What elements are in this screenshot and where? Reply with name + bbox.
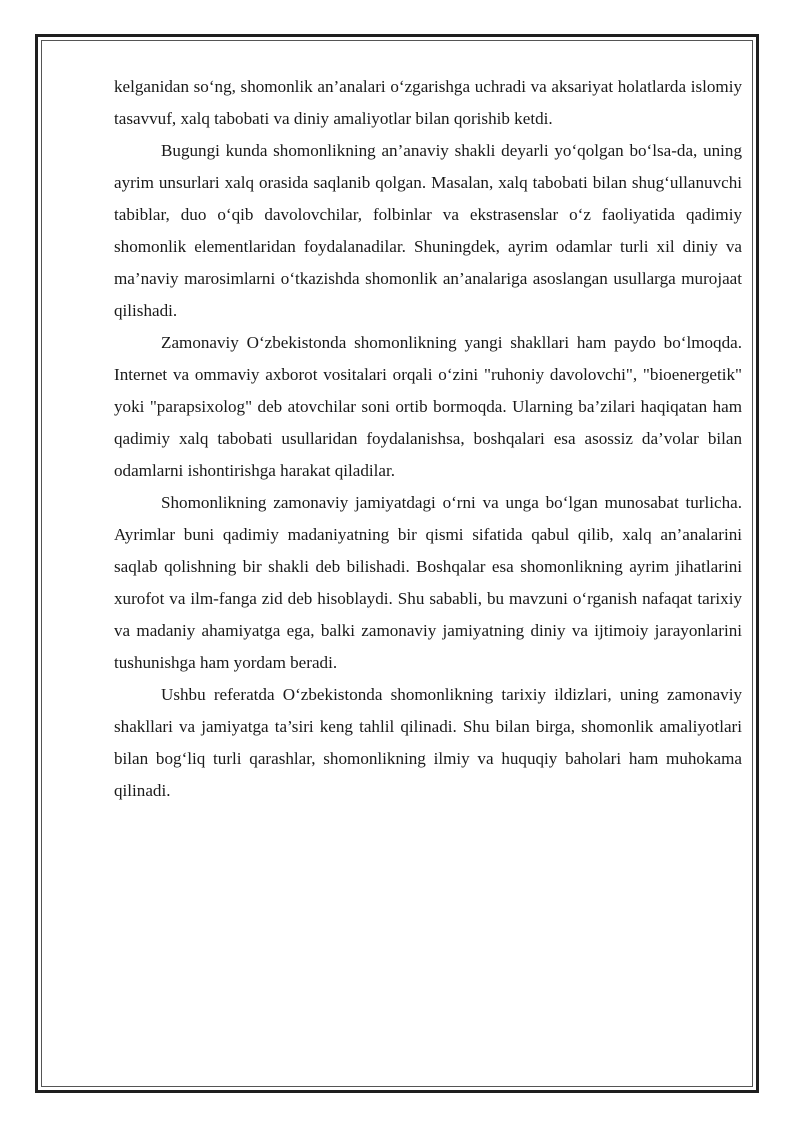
paragraph-continuation: kelganidan so‘ng, shomonlik an’analari o‘zgarishga uchradi va aksariyat holatlarda islomiy tasavvuf, xalq tabobati va diniy amaliyotlar bilan qorishib ketdi. — [114, 77, 742, 128]
paragraph: Zamonaviy O‘zbekistonda shomonlikning yangi shakllari ham paydo bo‘lmoqda. Internet va ommaviy axborot vositalari orqali o‘zini "ruhoniy davolovchi", "bioenergetik" yoki "parapsixolog" deb atovchilar soni ortib bormoqda. Ularning ba’zilari haqiqatan ham qadimiy xalq tabobati usullaridan foydalanishsa, boshqalari esa asossiz da’volar bilan odamlarni ishontirishga harakat qiladilar. — [114, 333, 742, 480]
document-body — [114, 71, 742, 807]
paragraph: Shomonlikning zamonaviy jamiyatdagi o‘rni va unga bo‘lgan munosabat turlicha. Ayrimlar buni qadimiy madaniyatning bir qismi sifatida qabul qilib, xalq an’analarini saqlab qolishning bir shakli deb bilishadi. Boshqalar esa shomonlikning ayrim jihatlarini xurofot va ilm-fanga zid deb hisoblaydi. Shu sababli, bu mavzuni o‘rganish nafaqat tarixiy va madaniy ahamiyatga ega, balki zamonaviy jamiyatning diniy va ijtimoiy jarayonlarini tushunishga ham yordam beradi. — [114, 493, 742, 672]
paragraph: Ushbu referatda O‘zbekistonda shomonlikning tarixiy ildizlari, uning zamonaviy shakllari va jamiyatga ta’siri keng tahlil qilinadi. Shu bilan birga, shomonlik amaliyotlari bilan bog‘liq turli qarashlar, shomonlikning ilmiy va huquqiy baholari ham muhokama qilinadi. — [114, 685, 742, 800]
paragraph: Bugungi kunda shomonlikning an’anaviy shakli deyarli yo‘qolgan bo‘lsa-da, uning ayrim unsurlari xalq orasida saqlanib qolgan. Masalan, xalq tabobati bilan shug‘ullanuvchi tabiblar, duo o‘qib davolovchilar, folbinlar va ekstrasenslar o‘z faoliyatida qadimiy shomonlik elementlaridan foydalanadilar. Shuningdek, ayrim odamlar turli xil diniy va ma’naviy marosimlarni o‘tkazishda shomonlik an’analariga asoslangan usullarga murojaat qilishadi. — [114, 141, 742, 320]
